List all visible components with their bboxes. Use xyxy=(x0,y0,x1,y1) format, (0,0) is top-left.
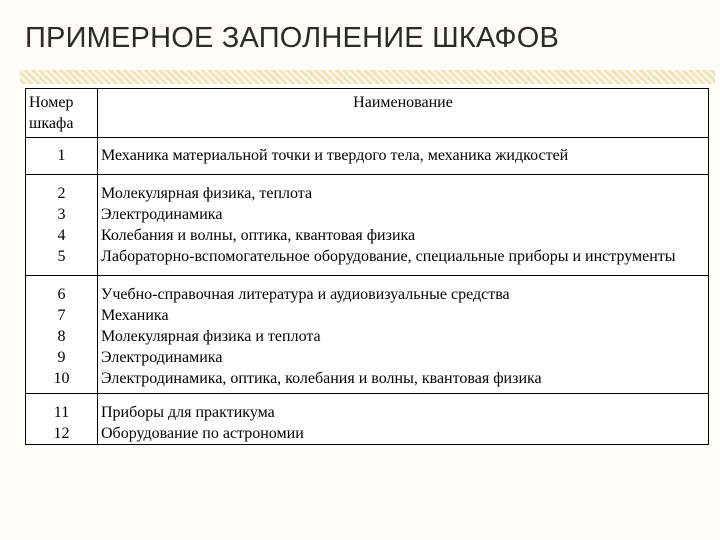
cabinet-number: 10 xyxy=(26,368,98,394)
table-row xyxy=(26,326,709,347)
cabinet-name: Колебания и волны, оптика, квантовая физика xyxy=(98,225,709,246)
table-row xyxy=(26,394,709,424)
table-header-row xyxy=(26,89,709,138)
cabinet-number: 9 xyxy=(26,347,98,368)
cabinet-number: 8 xyxy=(26,326,98,347)
cabinet-number: 11 xyxy=(26,394,98,424)
cabinet-number: 2 xyxy=(26,175,98,205)
cabinet-number: 1 xyxy=(26,138,98,175)
cabinet-name: Учебно-справочная литература и аудиовизуальные средства xyxy=(98,276,709,306)
cabinet-name: Оборудование по астрономии xyxy=(98,423,709,445)
table-row xyxy=(26,204,709,225)
table-row xyxy=(26,368,709,394)
cabinet-name: Электродинамика xyxy=(98,204,709,225)
header-number-line1: Номер xyxy=(29,94,74,111)
cabinet-name: Молекулярная физика, теплота xyxy=(98,175,709,205)
cabinet-name: Электродинамика, оптика, колебания и волны, квантовая физика xyxy=(98,368,709,394)
table-row xyxy=(26,175,709,205)
cabinet-name: Молекулярная физика и теплота xyxy=(98,326,709,347)
cabinet-number: 7 xyxy=(26,305,98,326)
header-name: Наименование xyxy=(98,89,709,138)
cabinet-name: Механика материальной точки и твердого тела, механика жидкостей xyxy=(98,138,709,175)
title-divider xyxy=(20,70,715,84)
table-row xyxy=(26,423,709,445)
cabinet-number: 5 xyxy=(26,246,98,276)
table-row xyxy=(26,305,709,326)
slide-title: ПРИМЕРНОЕ ЗАПОЛНЕНИЕ ШКАФОВ xyxy=(25,22,560,54)
cabinet-name: Электродинамика xyxy=(98,347,709,368)
cabinet-table xyxy=(25,88,709,445)
header-cabinet-number xyxy=(26,89,98,138)
cabinet-number: 4 xyxy=(26,225,98,246)
cabinet-number: 3 xyxy=(26,204,98,225)
cabinet-name: Лабораторно-вспомогательное оборудование, специальные приборы и инструменты xyxy=(98,246,709,276)
table-row xyxy=(26,225,709,246)
header-number-line2: шкафа xyxy=(29,115,74,132)
table-row xyxy=(26,138,709,175)
cabinet-number: 6 xyxy=(26,276,98,306)
table-row xyxy=(26,347,709,368)
table-row xyxy=(26,246,709,276)
cabinet-number: 12 xyxy=(26,423,98,445)
cabinet-name: Приборы для практикума xyxy=(98,394,709,424)
table-row xyxy=(26,276,709,306)
cabinet-name: Механика xyxy=(98,305,709,326)
